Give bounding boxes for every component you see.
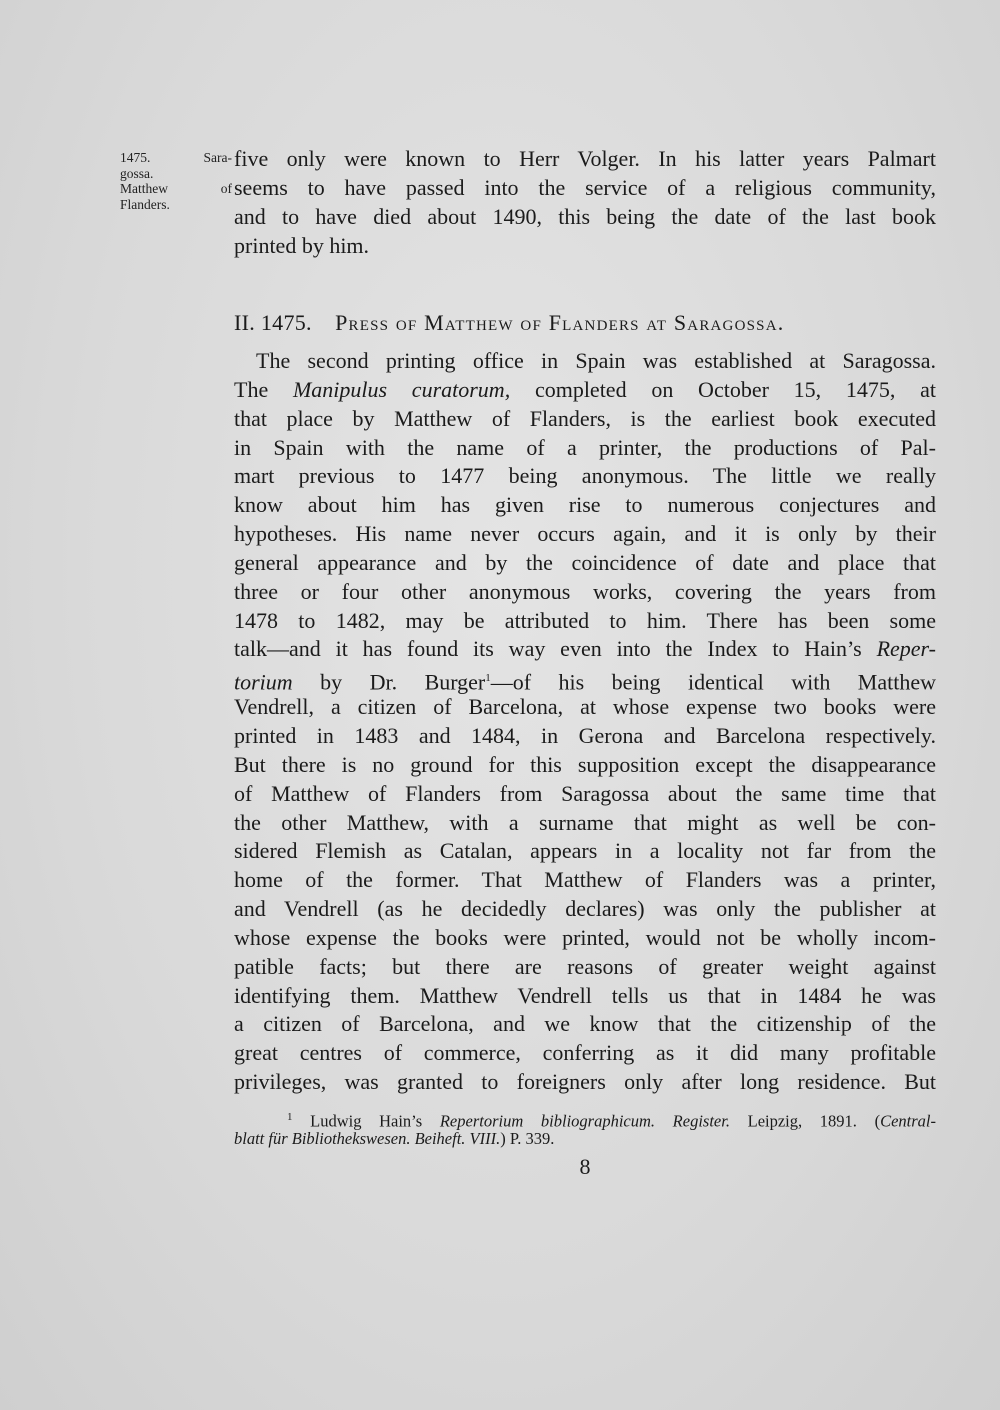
text-line: great centres of commerce, conferring as it did many profitable (234, 1040, 936, 1066)
journal-title: blatt für Bibliothekswesen. Beiheft. VIII. (234, 1129, 501, 1148)
text-line: hypotheses. His name never occurs again, and it is only by their (234, 521, 936, 547)
text-line: of Matthew of Flanders from Saragossa about the same time that (234, 780, 936, 806)
text-line: that place by Matthew of Flanders, is the earliest book executed (234, 405, 936, 431)
book-title: Manipulus curatorum, (292, 376, 511, 402)
text-line: seems to have passed into the service of a religious community, (234, 174, 936, 200)
section-title: Press of Matthew of Flanders at Saragossa. (335, 310, 785, 335)
book-title: Reper- (876, 636, 936, 662)
margin-note (120, 150, 232, 212)
text-line: Vendrell, a citizen of Barcelona, at whose expense two books were (234, 694, 936, 720)
margin-note-line: gossa. (120, 165, 154, 181)
text-line: a citizen of Barcelona, and we know that the citizenship of the (234, 1011, 936, 1037)
section-body (234, 347, 936, 1097)
text-line: The second printing office in Spain was established at Saragossa. (256, 348, 936, 373)
section-heading (234, 308, 936, 338)
text-line (234, 635, 936, 664)
text-run: —of his being identical with Matthew (490, 669, 936, 695)
text-line: identifying them. Matthew Vendrell tells us that in 1484 he was (234, 982, 936, 1008)
text-line: privileges, was granted to foreigners only after long residence. But (234, 1069, 936, 1095)
footnote-reference[interactable]: 1 (485, 672, 491, 685)
text-line: in Spain with the name of a printer, the productions of Pal- (234, 434, 936, 460)
text-line: home of the former. That Matthew of Flanders was a printer, (234, 867, 936, 893)
book-title: torium (234, 669, 293, 695)
text-line (234, 376, 936, 405)
text-run: talk—and it has found its way even into the Index to Hain’s (234, 636, 877, 662)
text-line: three or four other anonymous works, covering the years from (234, 578, 936, 604)
text-line (234, 664, 936, 693)
journal-title: Central- (880, 1111, 936, 1131)
text-run: Leipzig, 1891. ( (729, 1111, 881, 1131)
book-title: Repertorium bibliographicum. Register. (439, 1111, 730, 1131)
margin-note-line: Matthew of (120, 181, 232, 196)
text-line: five only were known to Herr Volger. In his latter years Palmart (234, 146, 936, 171)
footnote-line (234, 1106, 936, 1131)
margin-note-line: Flanders. (120, 196, 170, 212)
opening-paragraph (234, 145, 936, 260)
text-line: general appearance and by the coincidence of date and place that (234, 549, 936, 575)
text-line: and Vendrell (as he decidedly declares) was only the publisher at (234, 896, 936, 922)
text-line: patible facts; but there are reasons of greater weight against (234, 953, 936, 979)
text-run: ) P. 339. (500, 1129, 555, 1148)
text-line: But there is no ground for this supposition except the disappearance (234, 751, 936, 777)
text-run: completed on October 15, 1475, at (510, 376, 937, 402)
text-line: whose expense the books were printed, would not be wholly incom- (234, 924, 936, 950)
footnote-line (234, 1128, 936, 1150)
margin-note-line: 1475. Sara- (120, 150, 232, 165)
text-line: and to have died about 1490, this being the date of the last book (234, 203, 936, 229)
text-run: The (234, 376, 293, 402)
text-line: 1478 to 1482, may be attributed to him. There has been some (234, 607, 936, 633)
text-line: know about him has given rise to numerous conjectures and (234, 492, 936, 518)
text-line: sidered Flemish as Catalan, appears in a locality not far from the (234, 838, 936, 864)
text-line: mart previous to 1477 being anonymous. The little we really (234, 463, 936, 489)
footnote-marker: 1 (286, 1111, 293, 1123)
text-line: printed by him. (234, 232, 370, 258)
text-run: by Dr. Burger (292, 669, 486, 695)
text-line: printed in 1483 and 1484, in Gerona and Barcelona respectively. (234, 722, 936, 748)
footnote (234, 1106, 936, 1150)
section-number: II. 1475. (234, 310, 312, 335)
text-line: the other Matthew, with a surname that might as well be con- (234, 809, 936, 835)
page-number: 8 (579, 1154, 591, 1179)
text-run: Ludwig Hain’s (292, 1111, 440, 1131)
